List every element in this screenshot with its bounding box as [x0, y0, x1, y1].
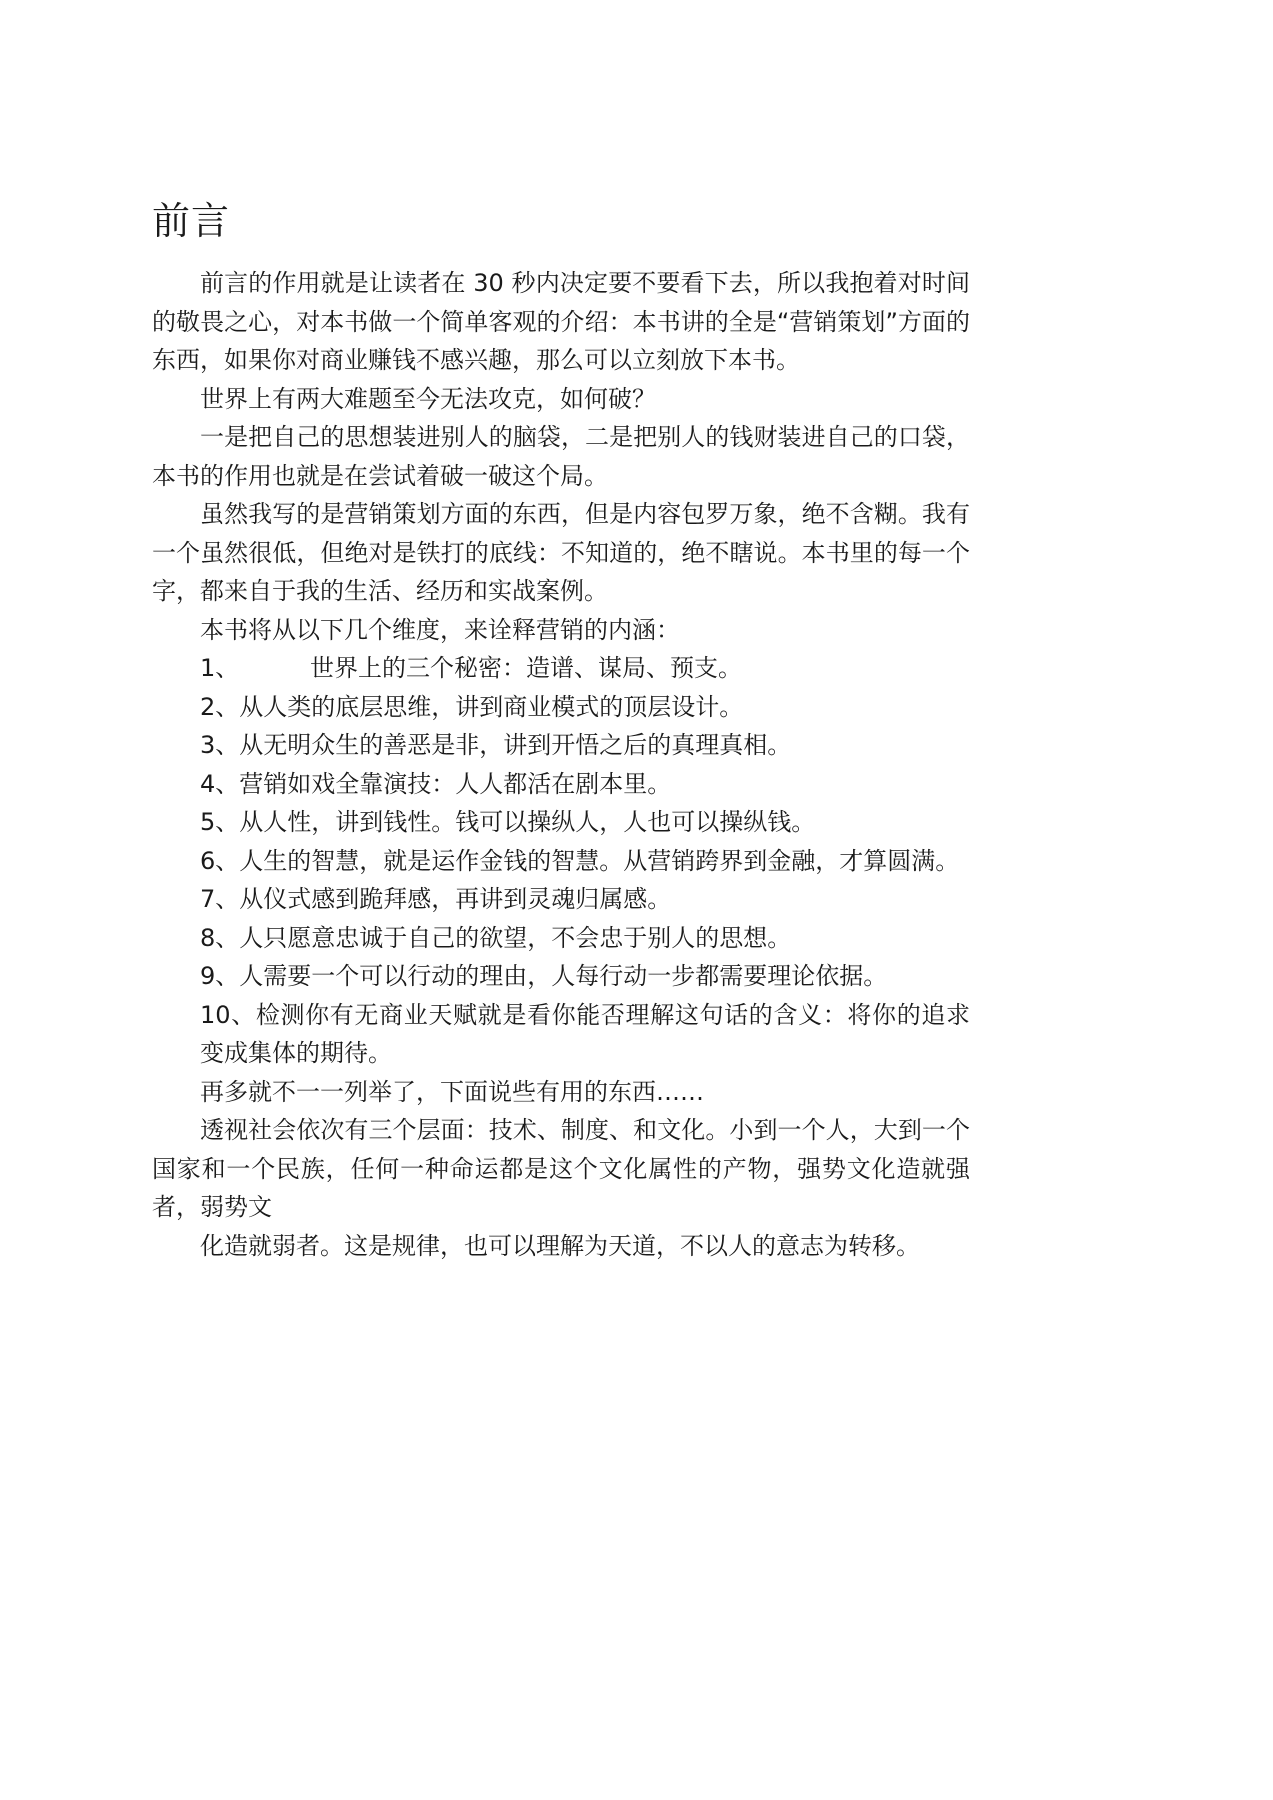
list-item: 7、从仪式感到跪拜感，再讲到灵魂归属感。	[200, 885, 672, 913]
paragraph: 前言的作用就是让读者在 30 秒内决定要不要看下去，所以我抱着对时间的敬畏之心，对本书做一个简单客观的介绍：本书讲的全是“营销策划”方面的东西，如果你对商业赚钱不感兴趣，那么可以立刻放下本书。	[152, 269, 970, 374]
list-item: 3、从无明众生的善恶是非，讲到开悟之后的真理真相。	[200, 731, 792, 759]
page-title: 前言	[152, 199, 231, 243]
paragraph: 化造就弱者。这是规律，也可以理解为天道，不以人的意志为转移。	[200, 1231, 920, 1260]
list-text: 世界上的三个秘密：造谱、谋局、预支。	[310, 654, 742, 682]
paragraph: 本书将从以下几个维度，来诠释营销的内涵：	[200, 615, 680, 644]
list-item: 8、人只愿意忠诚于自己的欲望，不会忠于别人的思想。	[200, 923, 792, 952]
document-body	[152, 196, 970, 1265]
list-item: 5、从人性，讲到钱性。钱可以操纵人，人也可以操纵钱。	[200, 808, 816, 836]
list-number: 1、	[200, 654, 240, 682]
paragraph: 再多就不一一列举了，下面说些有用的东西……	[200, 1077, 704, 1106]
list-item: 9、人需要一个可以行动的理由，人每行动一步都需要理论依据。	[200, 962, 888, 990]
paragraph: 一是把自己的思想装进别人的脑袋，二是把别人的钱财装进自己的口袋，本书的作用也就是在尝试着破一破这个局。	[152, 423, 970, 490]
paragraph: 透视社会依次有三个层面：技术、制度、和文化。小到一个人，大到一个国家和一个民族，任何一种命运都是这个文化属性的产物，强势文化造就强者，弱势文	[152, 1116, 970, 1221]
list-item: 4、营销如戏全靠演技：人人都活在剧本里。	[200, 769, 672, 798]
list-item: 2、从人类的底层思维，讲到商业模式的顶层设计。	[200, 692, 744, 721]
paragraph: 世界上有两大难题至今无法攻克，如何破？	[200, 384, 656, 413]
list-item	[152, 649, 970, 688]
list-item: 6、人生的智慧，就是运作金钱的智慧。从营销跨界到金融，才算圆满。	[200, 846, 960, 875]
paragraph: 虽然我写的是营销策划方面的东西，但是内容包罗万象，绝不含糊。我有一个虽然很低，但绝对是铁打的底线：不知道的，绝不瞎说。本书里的每一个字，都来自于我的生活、经历和实战案例。	[152, 500, 970, 605]
list-item: 10、检测你有无商业天赋就是看你能否理解这句话的含义：将你的追求变成集体的期待。	[200, 1000, 970, 1067]
